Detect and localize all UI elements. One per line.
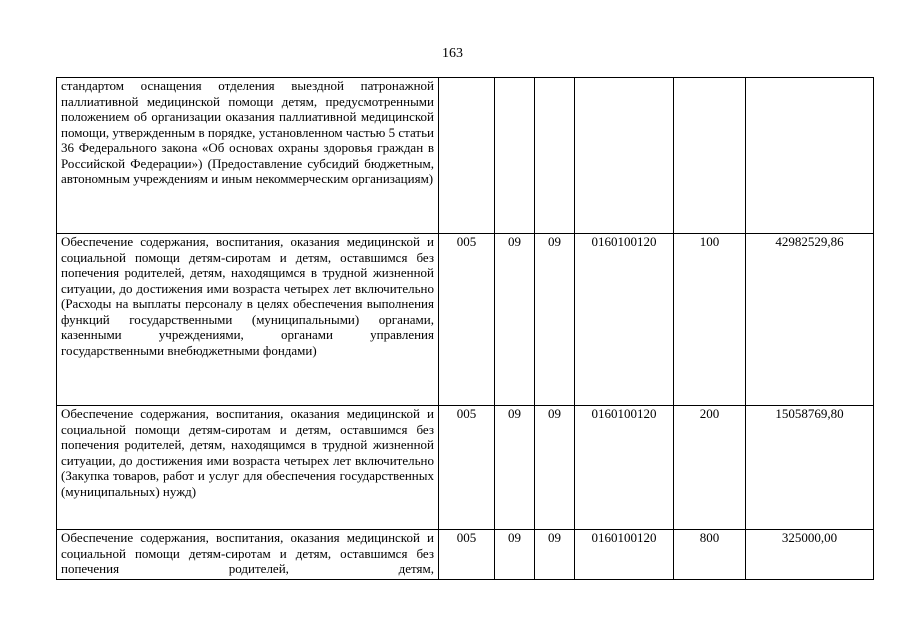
page-number: 163 [442, 46, 463, 61]
grbs-code: 005 [439, 234, 495, 406]
section-code [495, 78, 535, 234]
table-row [57, 530, 874, 580]
row-description: Обеспечение содержания, воспитания, оказания медицинской и социальной помощи детям-сиротам и детям, оставшимся без попечения родителей, детям, [57, 530, 439, 580]
table-row [57, 234, 874, 406]
target-article-code: 0160100120 [575, 406, 674, 530]
table-row [57, 78, 874, 234]
amount: 15058769,80 [746, 406, 874, 530]
amount [746, 78, 874, 234]
subsection-code: 09 [535, 234, 575, 406]
section-code: 09 [495, 234, 535, 406]
subsection-code: 09 [535, 530, 575, 580]
row-description: Обеспечение содержания, воспитания, оказания медицинской и социальной помощи детям-сиротам и детям, оставшимся без попечения родителей, детям, находящимся в трудной жизненной ситуации, до достижения ими возраста четырех лет включительно (Расходы на выплаты персоналу в целях обеспечения выполнения функций государственными (муниципальными) органами, казенными учреждениями, органами управления государственными внебюджетными фондами) [57, 234, 439, 406]
expense-type-code: 800 [674, 530, 746, 580]
target-article-code: 0160100120 [575, 234, 674, 406]
target-article-code [575, 78, 674, 234]
grbs-code: 005 [439, 530, 495, 580]
grbs-code [439, 78, 495, 234]
subsection-code [535, 78, 575, 234]
row-description: Обеспечение содержания, воспитания, оказания медицинской и социальной помощи детям-сиротам и детям, оставшимся без попечения родителей, детям, находящимся в трудной жизненной ситуации, до достижения ими возраста четырех лет включительно (Закупка товаров, работ и услуг для обеспечения государственных (муниципальных) нужд) [57, 406, 439, 530]
section-code: 09 [495, 530, 535, 580]
table-row [57, 406, 874, 530]
target-article-code: 0160100120 [575, 530, 674, 580]
budget-table [56, 77, 874, 580]
row-description: стандартом оснащения отделения выездной патронажной паллиативной медицинской помощи детям, предусмотренными положением об организации оказания паллиативной медицинской помощи, утвержденным в порядке, установленном частью 5 статьи 36 Федерального закона «Об основах охраны здоровья граждан в Российской Федерации») (Предоставление субсидий бюджетным, автономным учреждениям и иным некоммерческим организациям) [57, 78, 439, 234]
grbs-code: 005 [439, 406, 495, 530]
expense-type-code: 200 [674, 406, 746, 530]
expense-type-code [674, 78, 746, 234]
subsection-code: 09 [535, 406, 575, 530]
expense-type-code: 100 [674, 234, 746, 406]
amount: 42982529,86 [746, 234, 874, 406]
amount: 325000,00 [746, 530, 874, 580]
section-code: 09 [495, 406, 535, 530]
